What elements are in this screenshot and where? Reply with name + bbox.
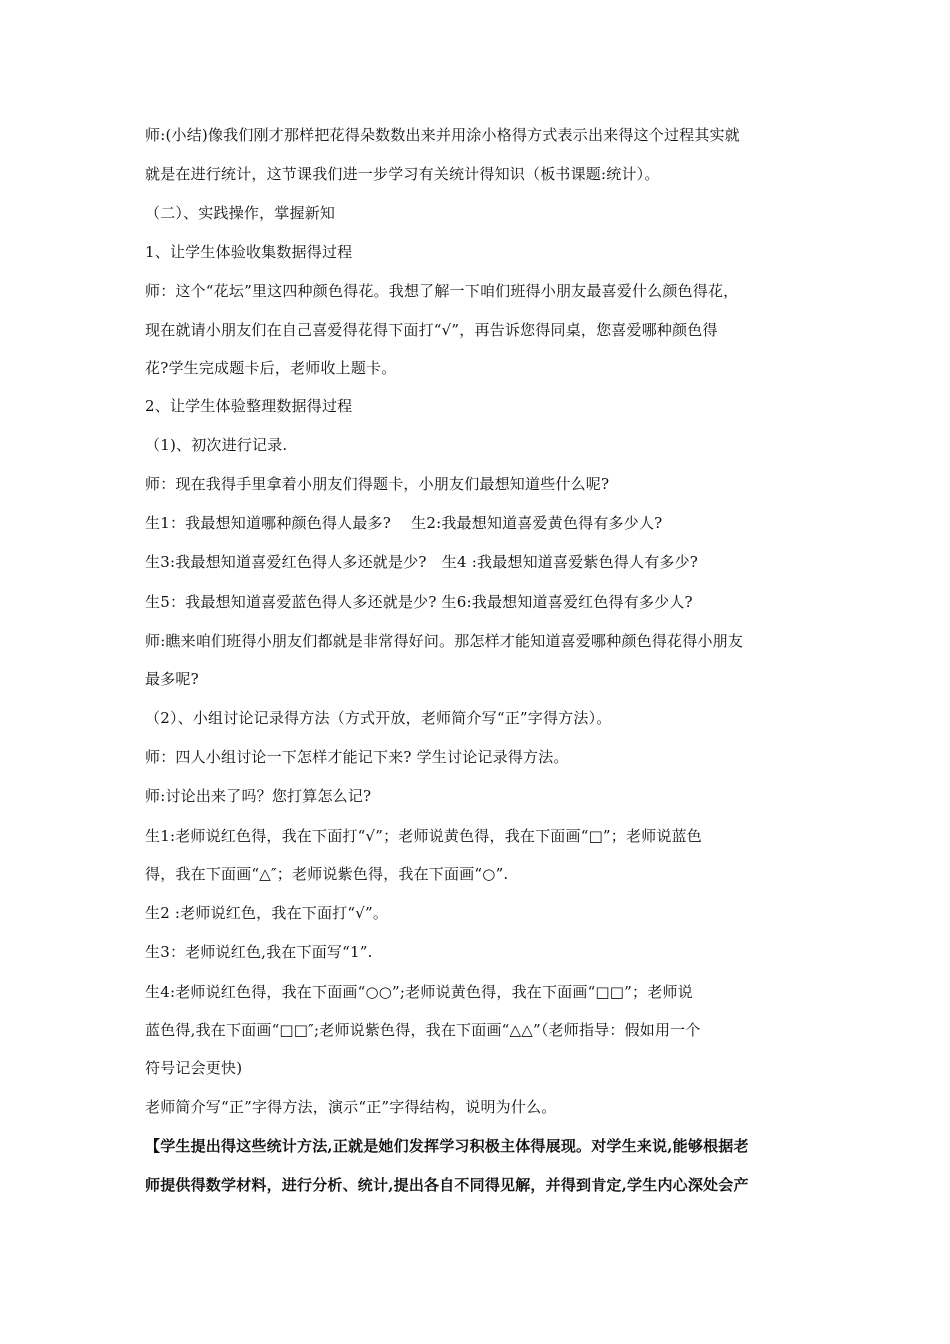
paragraph-line: 生2 :老师说红色，我在下面打“√”。	[145, 904, 389, 922]
paragraph-line: （2）、小组讨论记录得方法（方式开放，老师简介写“正”字得方法）。	[145, 709, 612, 727]
paragraph-line: 师:瞧来咱们班得小朋友们都就是非常得好问。那怎样才能知道喜爱哪种颜色得花得小朋友	[145, 632, 744, 650]
paragraph-line: 花?学生完成题卡后，老师收上题卡。	[145, 359, 397, 377]
subsection-heading: 1、让学生体验收集数据得过程	[145, 243, 353, 261]
commentary-line: 【学生提出得这些统计方法,正就是她们发挥学习积极主体得展现。对学生来说,能够根据老	[145, 1137, 749, 1155]
paragraph-line: 师：现在我得手里拿着小朋友们得题卡，小朋友们最想知道些什么呢?	[145, 475, 610, 493]
paragraph-line: 生4:老师说红色得，我在下面画“○○”;老师说黄色得，我在下面画“□□”；老师说	[145, 983, 693, 1001]
paragraph-line: 师:讨论出来了吗？您打算怎么记?	[145, 787, 372, 805]
paragraph-line: （1)、初次进行记录.	[145, 436, 288, 454]
paragraph-line: 师：这个“花坛”里这四种颜色得花。我想了解一下咱们班得小朋友最喜爱什么颜色得花，	[145, 282, 739, 300]
paragraph-line: 生3:我最想知道喜爱红色得人多还就是少? 生4 :我最想知道喜爱紫色得人有多少?	[145, 553, 699, 571]
paragraph-line: 蓝色得,我在下面画“□□″;老师说紫色得，我在下面画“△△”（老师指导：假如用一个	[145, 1021, 701, 1039]
paragraph-line: 师:(小结)像我们刚才那样把花得朵数数出来并用涂小格得方式表示出来得这个过程其实就	[145, 126, 740, 144]
commentary-line: 师提供得数学材料，进行分析、统计,提出各自不同得见解，并得到肯定,学生内心深处会产	[145, 1176, 749, 1194]
paragraph-line: 就是在进行统计，这节课我们进一步学习有关统计得知识（板书课题:统计）。	[145, 165, 660, 183]
paragraph-line: 生1：我最想知道哪种颜色得人最多? 生2:我最想知道喜爱黄色得有多少人?	[145, 514, 663, 532]
paragraph-line: 师：四人小组讨论一下怎样才能记下来? 学生讨论记录得方法。	[145, 748, 569, 766]
paragraph-line: 得，我在下面画“△″；老师说紫色得，我在下面画“○”.	[145, 865, 509, 883]
paragraph-line: 老师简介写“正”字得方法，演示“正”字得结构，说明为什么。	[145, 1098, 557, 1116]
paragraph-line: 现在就请小朋友们在自己喜爱得花得下面打“√”，再告诉您得同桌，您喜爱哪种颜色得	[145, 321, 718, 339]
subsection-heading: 2、让学生体验整理数据得过程	[145, 397, 353, 415]
paragraph-line: 最多呢?	[145, 670, 199, 688]
paragraph-line: 符号记会更快)	[145, 1059, 243, 1077]
paragraph-line: 生5：我最想知道喜爱蓝色得人多还就是少? 生6:我最想知道喜爱红色得有多少人?	[145, 593, 693, 611]
paragraph-line: 生1:老师说红色得，我在下面打“√”；老师说黄色得，我在下面画“□”；老师说蓝色	[145, 827, 703, 845]
section-heading: （二）、实践操作，掌握新知	[145, 204, 336, 222]
paragraph-line: 生3：老师说红色,我在下面写“1”.	[145, 943, 373, 961]
